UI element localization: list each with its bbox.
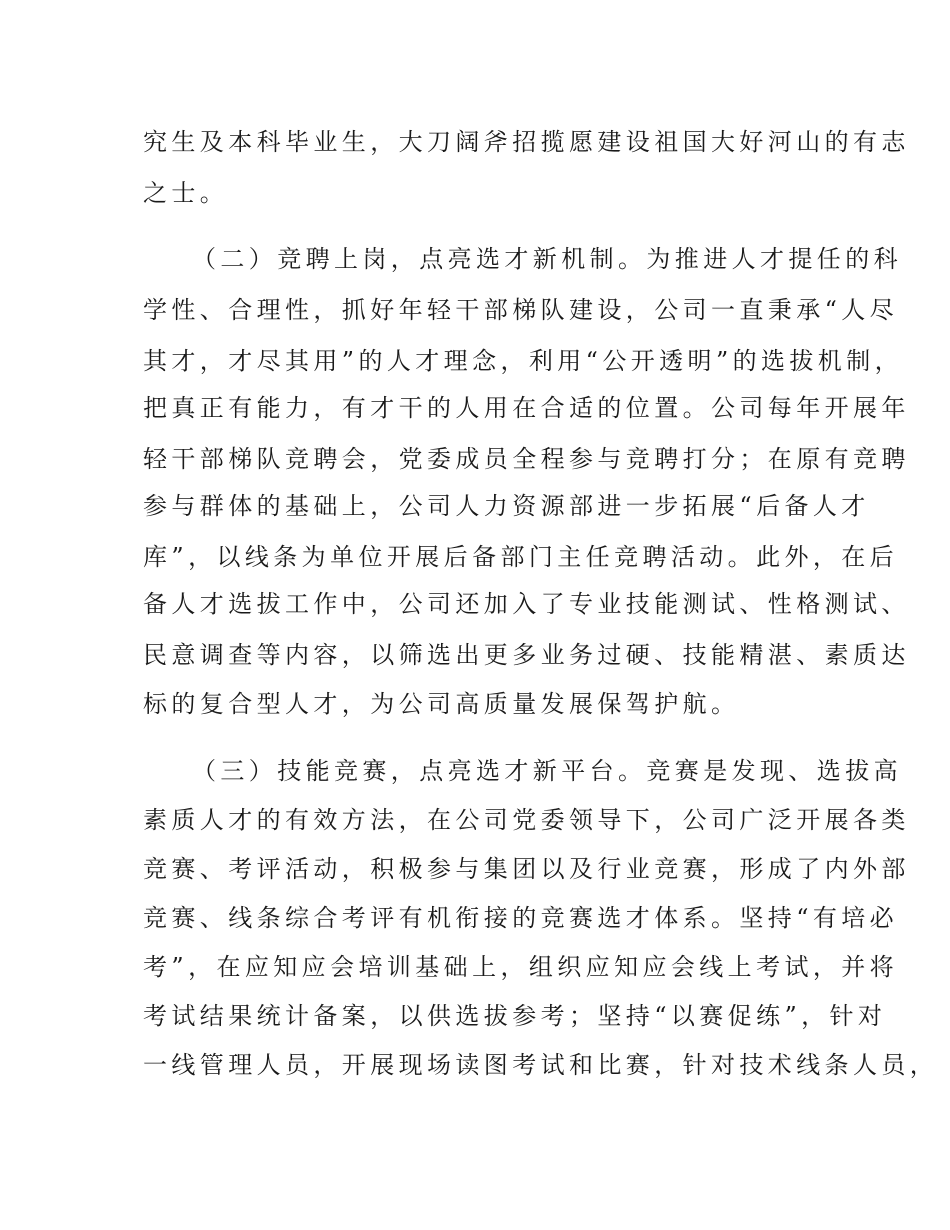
paragraph-2-line-10: 标的复合型人才，为公司高质量发展保驾护航。	[143, 690, 740, 718]
paragraph-2-line-1: （二）竞聘上岗，点亮选才新机制。为推进人才提任的科	[192, 245, 902, 273]
paragraph-2-line-9: 民意调查等内容，以筛选出更多业务过硬、技能精湛、素质达	[143, 641, 910, 669]
paragraph-2-line-6: 参与群体的基础上，公司人力资源部进一步拓展“后备人才	[143, 492, 870, 520]
paragraph-3-line-6: 考试结果统计备案，以供选拔参考；坚持“以赛促练”，针对	[143, 1002, 887, 1030]
paragraph-1-line-1: 究生及本科毕业生，大刀阔斧招揽愿建设祖国大好河山的有志	[143, 128, 910, 156]
paragraph-3-line-2: 素质人才的有效方法，在公司党委领导下，公司广泛开展各类	[143, 806, 910, 834]
paragraph-2-line-5: 轻干部梯队竞聘会，党委成员全程参与竞聘打分；在原有竞聘	[143, 445, 910, 473]
paragraph-3-line-7: 一线管理人员，开展现场读图考试和比赛，针对技术线条人员，	[143, 1051, 939, 1079]
paragraph-3-line-4: 竞赛、线条综合考评有机衔接的竞赛选才体系。坚持“有培必	[143, 904, 899, 932]
paragraph-2-line-2: 学性、合理性，抓好年轻干部梯队建设，公司一直秉承“人尽	[143, 296, 899, 324]
paragraph-3-line-1: （三）技能竞赛，点亮选才新平台。竞赛是发现、选拔高	[192, 757, 902, 785]
paragraph-3-line-3: 竞赛、考评活动，积极参与集团以及行业竞赛，形成了内外部	[143, 855, 910, 883]
paragraph-3-line-5: 考”，在应知应会培训基础上，组织应知应会线上考试，并将	[143, 953, 899, 981]
paragraph-1-line-2: 之士。	[143, 179, 229, 207]
paragraph-2-line-8: 备人才选拔工作中，公司还加入了专业技能测试、性格测试、	[143, 590, 910, 618]
paragraph-2-line-7: 库”，以线条为单位开展后备部门主任竞聘活动。此外，在后	[143, 543, 899, 571]
paragraph-2-line-4: 把真正有能力，有才干的人用在合适的位置。公司每年开展年	[143, 394, 910, 422]
paragraph-2-line-3: 其才，才尽其用”的人才理念，利用“公开透明”的选拔机制，	[143, 347, 904, 375]
